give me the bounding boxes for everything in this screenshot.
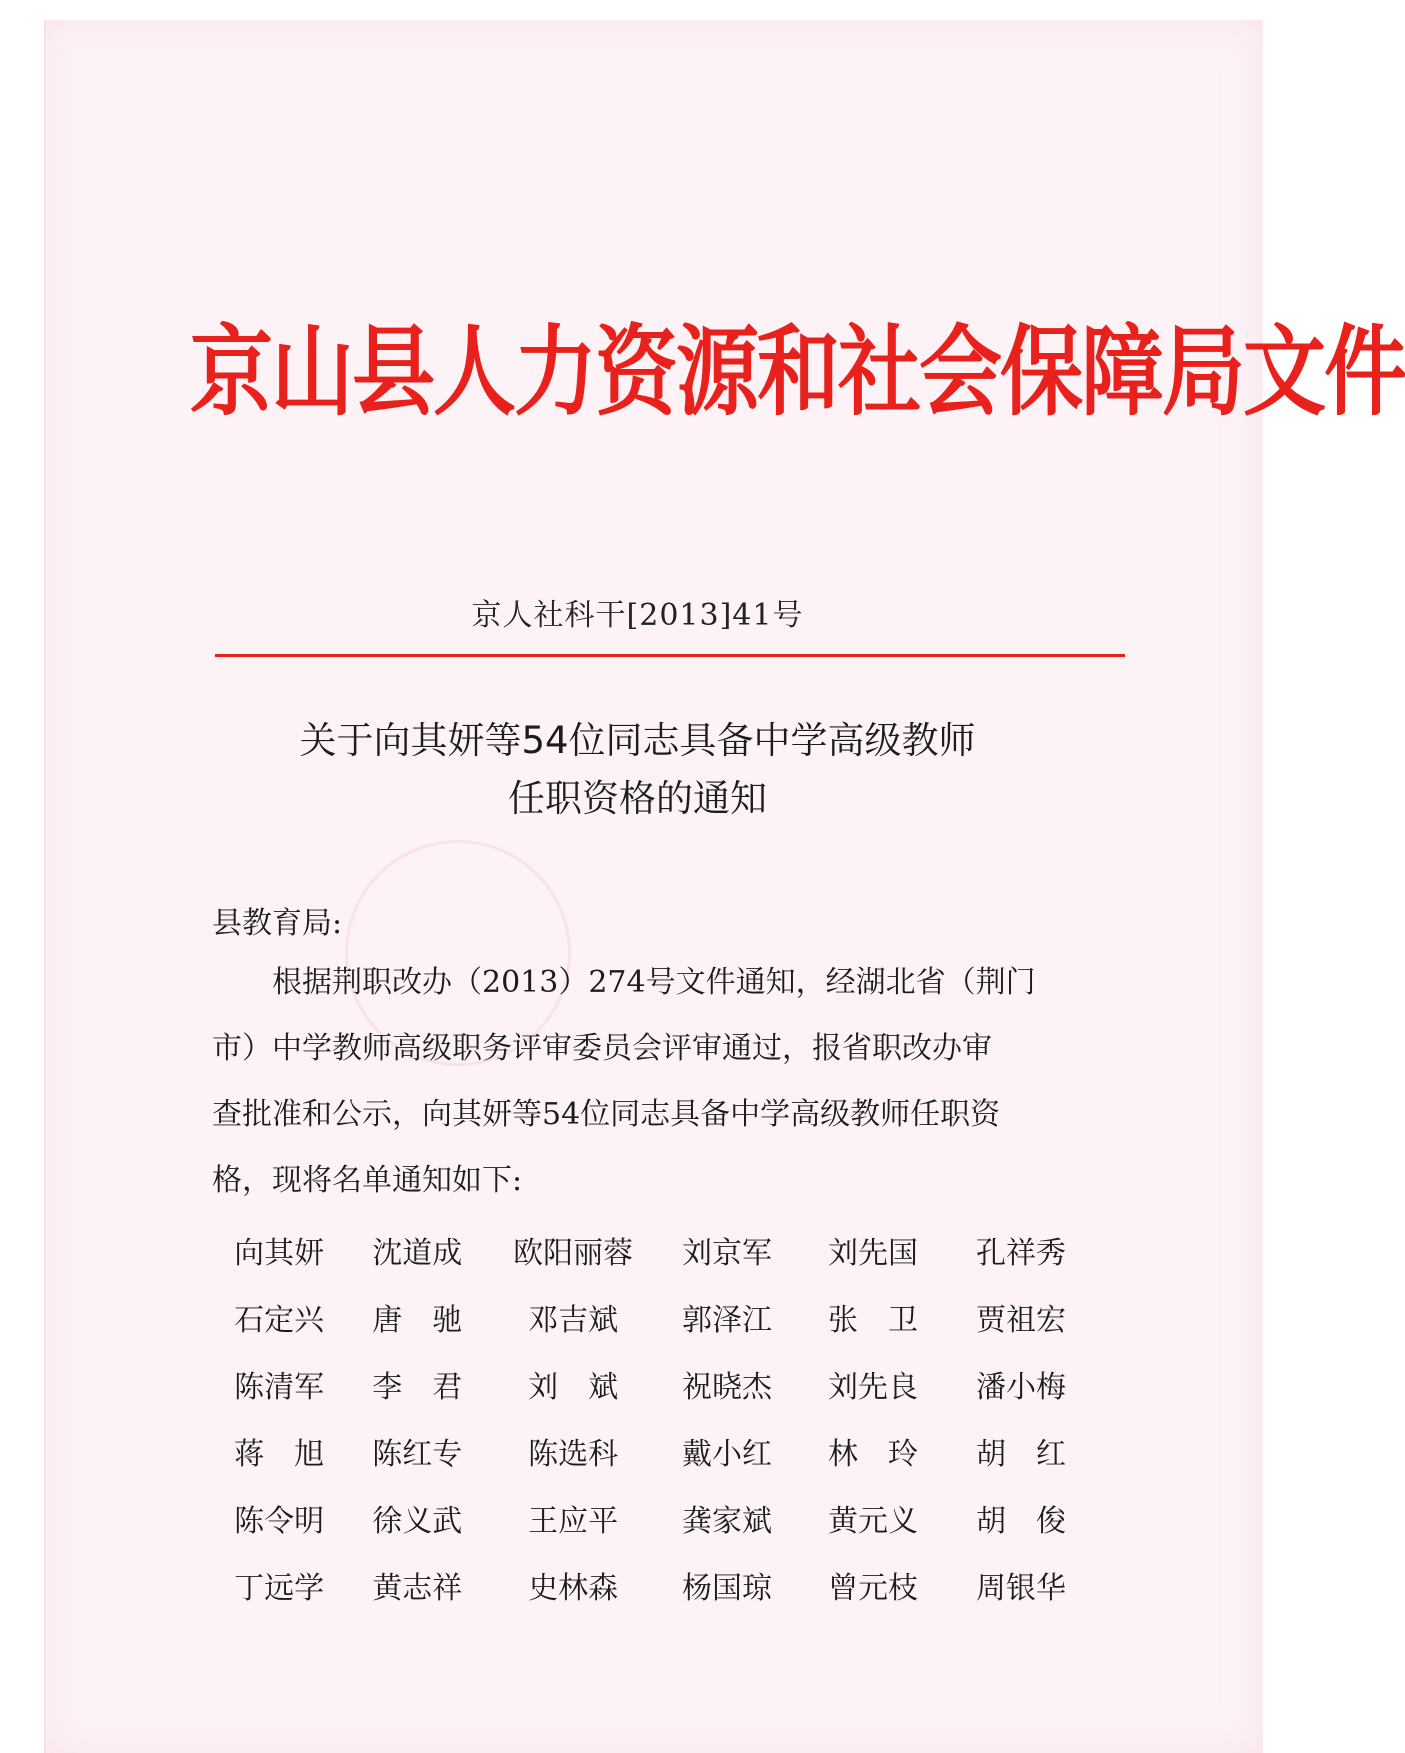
name-entry: 龚家斌 [682, 1503, 773, 1539]
body-paragraph [212, 950, 1082, 1214]
notice-title-line-1: 关于向其妍等54位同志具备中学高级教师 [299, 719, 976, 762]
name-entry: 戴小红 [682, 1436, 773, 1472]
name-entry: 王应平 [528, 1503, 619, 1539]
name-entry: 陈清军 [234, 1369, 325, 1405]
name-entry: 陈选科 [528, 1436, 619, 1472]
body-line: 查批准和公示，向其妍等54位同志具备中学高级教师任职资 [212, 1097, 1001, 1132]
name-entry: 祝晓杰 [682, 1369, 773, 1405]
name-row [215, 1216, 1095, 1283]
body-line: 根据荆职改办（2013）274号文件通知，经湖北省（荆门 [272, 965, 1036, 1000]
body-line: 市）中学教师高级职务评审委员会评审通过，报省职改办审 [212, 1031, 992, 1066]
name-row [215, 1417, 1095, 1484]
red-divider [215, 654, 1125, 657]
document-number: 京人社科干[2013]41号 [471, 598, 804, 633]
name-entry: 胡 红 [976, 1436, 1066, 1472]
name-entry: 史林森 [528, 1570, 619, 1606]
name-entry: 贾祖宏 [976, 1302, 1066, 1338]
name-entry: 刘先良 [828, 1369, 919, 1405]
name-entry: 郭泽江 [682, 1302, 773, 1338]
name-entry: 周银华 [976, 1570, 1066, 1606]
name-entry: 邓吉斌 [528, 1302, 619, 1338]
name-entry: 刘 斌 [528, 1369, 619, 1405]
name-entry: 林 玲 [828, 1436, 919, 1472]
name-row [215, 1283, 1095, 1350]
name-entry: 胡 俊 [976, 1503, 1066, 1539]
name-entry: 陈令明 [234, 1503, 325, 1539]
name-entry: 孔祥秀 [976, 1235, 1066, 1271]
name-entry: 蒋 旭 [234, 1436, 325, 1472]
name-entry: 黄元义 [828, 1503, 919, 1539]
name-list [215, 1216, 1095, 1618]
name-entry: 欧阳丽蓉 [513, 1235, 634, 1271]
name-entry: 唐 驰 [372, 1302, 463, 1338]
notice-title-line-2: 任职资格的通知 [508, 777, 767, 820]
name-entry: 曾元枝 [828, 1570, 919, 1606]
name-entry: 黄志祥 [372, 1570, 463, 1606]
recipient: 县教育局: [212, 906, 343, 941]
name-entry: 刘京军 [682, 1235, 773, 1271]
name-row [215, 1551, 1095, 1618]
name-entry: 杨国琼 [682, 1570, 773, 1606]
name-entry: 石定兴 [234, 1302, 325, 1338]
body-line: 格，现将名单通知如下: [212, 1163, 523, 1198]
notice-title [0, 712, 1275, 828]
name-entry: 向其妍 [234, 1235, 325, 1271]
agency-title: 京山县人力资源和社会保障局文件 [190, 313, 1405, 429]
name-entry: 陈红专 [372, 1436, 463, 1472]
name-entry: 徐义武 [372, 1503, 463, 1539]
name-entry: 丁远学 [234, 1570, 325, 1606]
name-entry: 沈道成 [372, 1235, 463, 1271]
name-entry: 潘小梅 [976, 1369, 1066, 1405]
name-row [215, 1484, 1095, 1551]
name-entry: 张 卫 [828, 1302, 919, 1338]
name-entry: 刘先国 [828, 1235, 919, 1271]
name-entry: 李 君 [372, 1369, 463, 1405]
name-row [215, 1350, 1095, 1417]
